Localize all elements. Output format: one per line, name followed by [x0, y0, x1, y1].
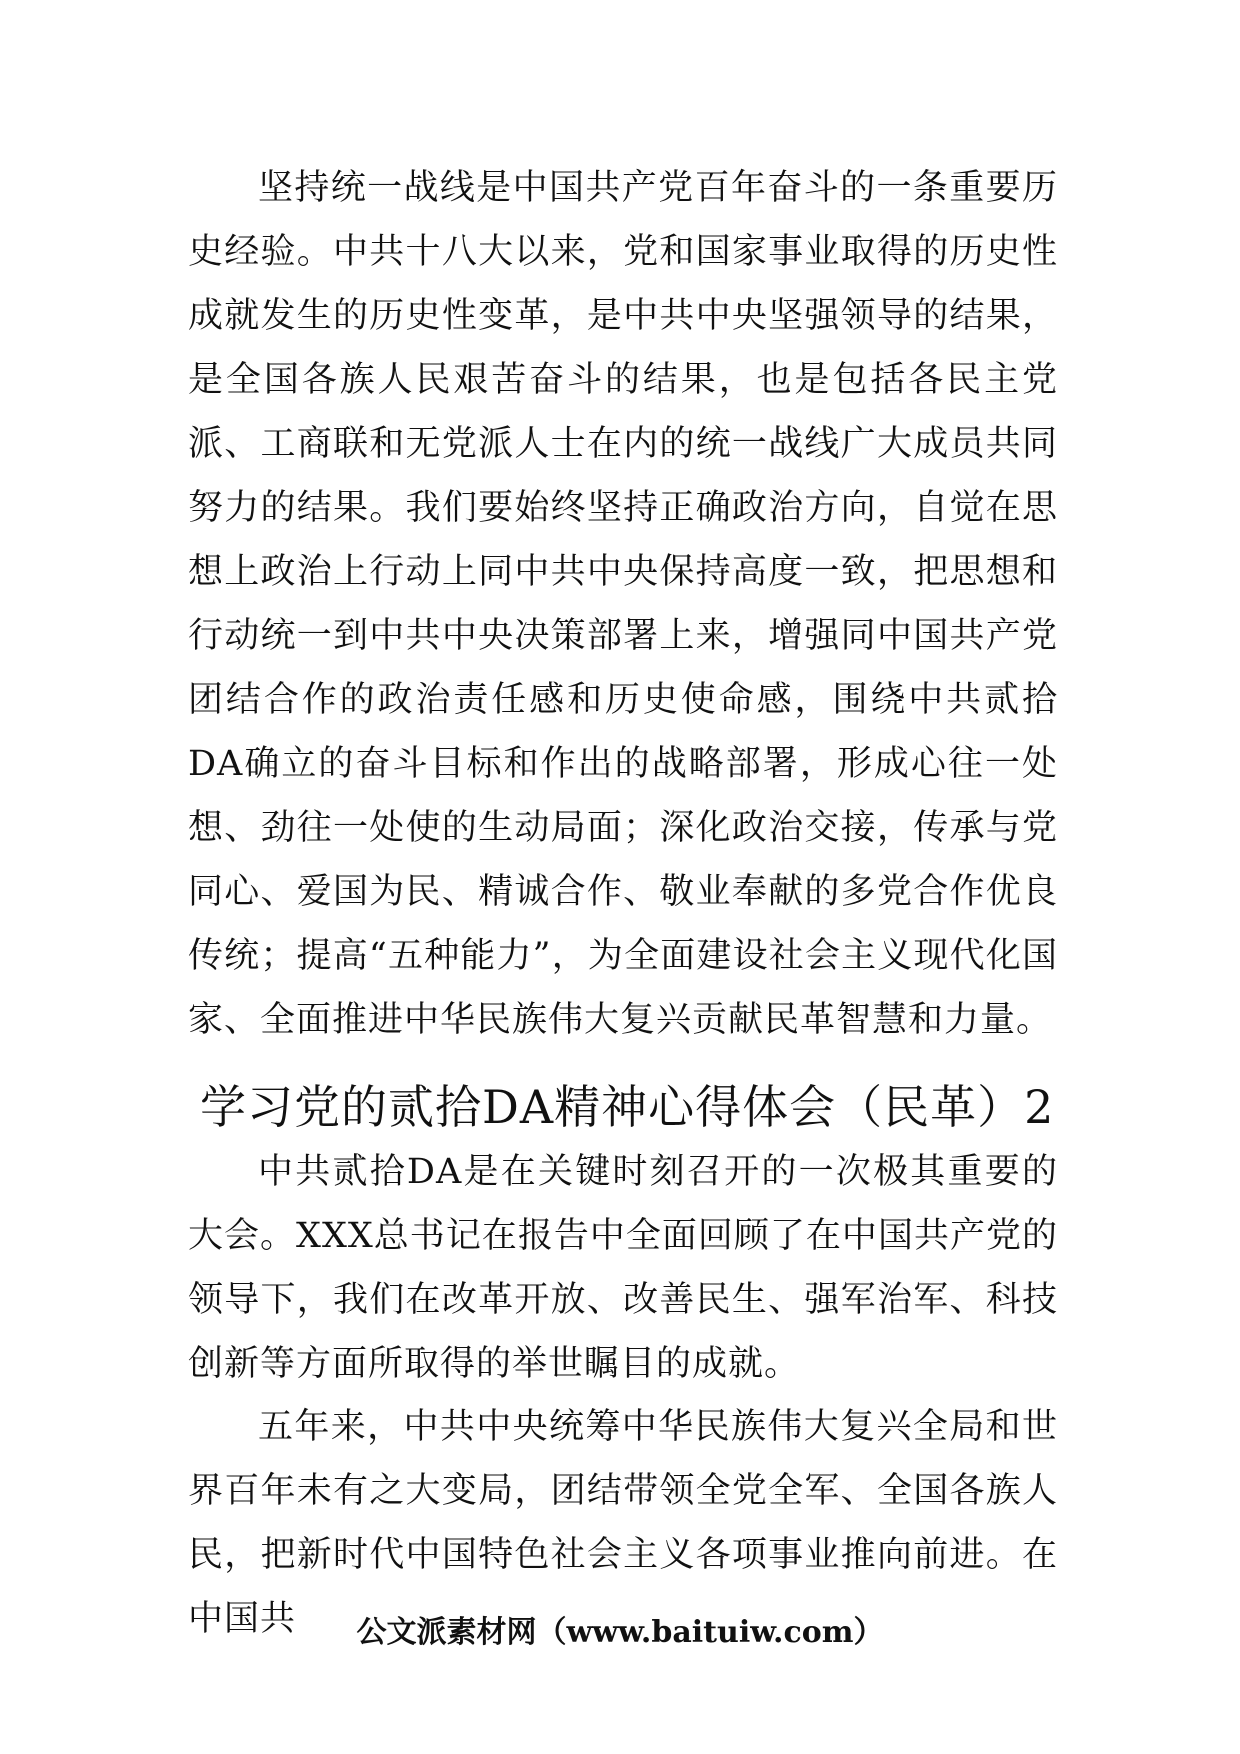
paragraph-text: 五年来，中共中央统筹中华民族伟大复兴全局和世界百年未有之大变局，团结带领全党全军、全国各族人民，把新时代中国特色社会主义各项事业推向前进。在中国共 [188, 1407, 1058, 1639]
section-title: 学习党的贰拾DA精神心得体会（民革）2 [200, 1080, 1055, 1134]
footer-watermark: 公文派素材网（www.baituiw.com） [356, 1615, 884, 1650]
paragraph-text: 中共贰拾DA是在关键时刻召开的一次极其重要的大会。XXX总书记在报告中全面回顾了在中国共产党的领导下，我们在改革开放、改善民生、强军治军、科技创新等方面所取得的举世瞩目的成就。 [188, 1152, 1058, 1384]
paragraph-text: 坚持统一战线是中国共产党百年奋斗的一条重要历史经验。中共十八大以来，党和国家事业取得的历史性成就发生的历史性变革，是中共中央坚强领导的结果，是全国各族人民艰苦奋斗的结果，也是包括各民主党派、工商联和无党派人士在内的统一战线广大成员共同努力的结果。我们要始终坚持正确政治方向，自觉在思想上政治上行动上同中共中央保持高度一致，把思想和行动统一到中共中央决策部署上来，增强同中国共产党团结合作的政治责任感和历史使命感，围绕中共贰拾DA确立的奋斗目标和作出的战略部署，形成心往一处想、劲往一处使的生动局面；深化政治交接，传承与党同心、爱国为民、精诚合作、敬业奉献的多党合作优良传统；提高“五种能力”，为全面建设社会主义现代化国家、全面推进中华民族伟大复兴贡献民革智慧和力量。 [188, 168, 1058, 1040]
body-paragraph [188, 1140, 1058, 1396]
body-paragraph [188, 156, 1058, 1052]
